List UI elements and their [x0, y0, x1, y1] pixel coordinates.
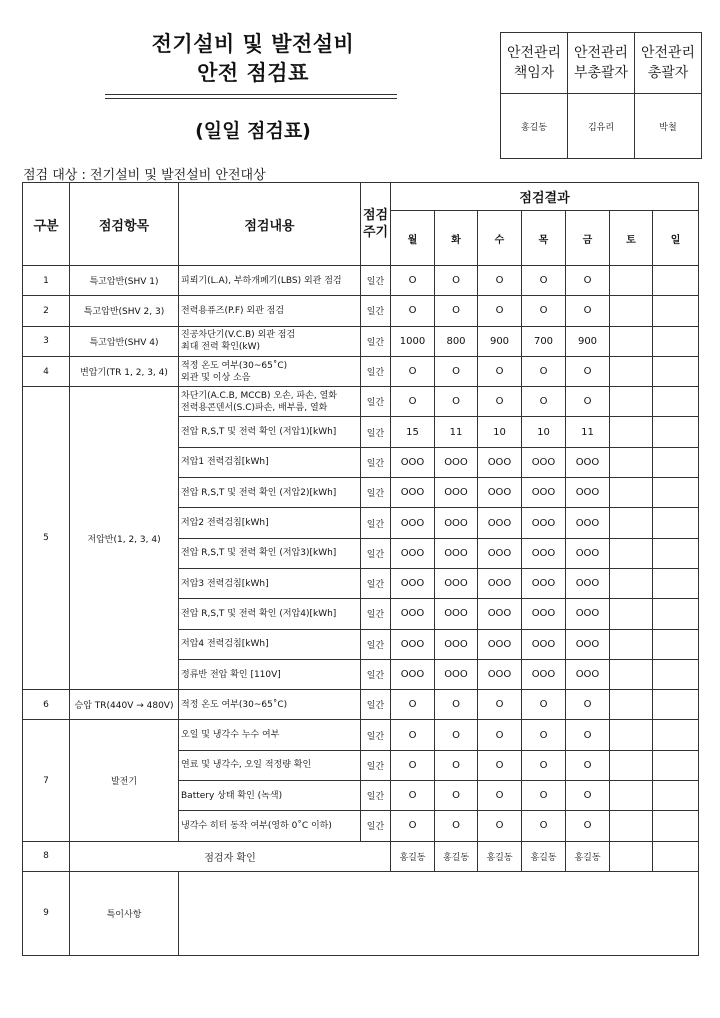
table-row — [23, 356, 699, 386]
result-cell[interactable]: O — [391, 690, 435, 720]
inspector-number: 8 — [23, 841, 70, 871]
result-cell[interactable] — [610, 417, 653, 447]
row-content-line: 저압1 전력검침[kWh] — [181, 457, 269, 468]
row-cycle: 일간 — [361, 781, 391, 811]
row-cycle: 일간 — [361, 659, 391, 689]
result-cell[interactable]: O — [522, 356, 566, 386]
result-cell[interactable] — [610, 508, 653, 538]
result-cell[interactable] — [610, 387, 653, 417]
inspection-target: 점검 대상 : 전기설비 및 발전설비 안전대상 — [23, 168, 266, 183]
header-result: 점검결과 — [391, 183, 699, 211]
header-day-mon: 월 — [391, 211, 435, 266]
result-cell[interactable]: OOO — [478, 447, 522, 477]
row-item: 특고압반(SHV 2, 3) — [70, 296, 179, 326]
approval-box — [500, 32, 702, 159]
result-cell[interactable]: OOO — [566, 478, 610, 508]
result-cell[interactable]: O — [435, 387, 478, 417]
result-cell[interactable]: 800 — [435, 326, 478, 356]
result-cell[interactable]: OOO — [478, 659, 522, 689]
title-line-1: 전기설비 및 발전설비 — [151, 32, 355, 56]
row-cycle: 일간 — [361, 478, 391, 508]
result-cell[interactable] — [610, 538, 653, 568]
result-cell[interactable]: OOO — [391, 478, 435, 508]
inspector-signature[interactable] — [653, 841, 699, 871]
table-row — [23, 326, 699, 356]
result-cell[interactable]: O — [566, 356, 610, 386]
result-cell[interactable]: O — [478, 750, 522, 780]
result-cell[interactable]: OOO — [566, 508, 610, 538]
row-cycle: 일간 — [361, 356, 391, 386]
remarks-number: 9 — [23, 871, 70, 955]
result-cell[interactable]: O — [478, 720, 522, 750]
result-cell[interactable]: O — [391, 356, 435, 386]
result-cell[interactable]: O — [566, 720, 610, 750]
inspector-signature[interactable]: 홍길동 — [522, 841, 566, 871]
result-cell[interactable] — [653, 326, 699, 356]
result-cell[interactable] — [610, 781, 653, 811]
row-content-line: 차단기(A.C.B, MCCB) 오손, 파손, 열화 — [181, 390, 337, 401]
result-cell[interactable] — [610, 447, 653, 477]
result-cell[interactable] — [653, 266, 699, 296]
row-item: 특고압반(SHV 1) — [70, 266, 179, 296]
result-cell[interactable]: OOO — [391, 447, 435, 477]
row-content-line: 전압 R,S,T 및 전력 확인 (저압4)[kWh] — [181, 608, 337, 619]
result-cell[interactable] — [610, 750, 653, 780]
result-cell[interactable] — [653, 781, 699, 811]
result-cell[interactable]: O — [391, 296, 435, 326]
row-content-line: 전력용퓨즈(P.F) 외관 점검 — [181, 305, 285, 316]
result-cell[interactable]: O — [478, 781, 522, 811]
row-content-line: 적정 온도 여부(30~65˚C) — [181, 699, 288, 710]
row-item: 저압반(1, 2, 3, 4) — [70, 387, 179, 690]
result-cell[interactable]: O — [391, 811, 435, 841]
result-cell[interactable]: O — [435, 750, 478, 780]
row-cycle: 일간 — [361, 690, 391, 720]
result-cell[interactable] — [610, 356, 653, 386]
result-cell[interactable]: OOO — [478, 629, 522, 659]
result-cell[interactable]: OOO — [435, 447, 478, 477]
inspector-signature[interactable]: 홍길동 — [566, 841, 610, 871]
row-cycle: 일간 — [361, 568, 391, 598]
result-cell[interactable]: OOO — [478, 538, 522, 568]
result-cell[interactable]: O — [478, 387, 522, 417]
header-day-fri: 금 — [566, 211, 610, 266]
table-row — [23, 720, 699, 750]
result-cell[interactable]: O — [391, 387, 435, 417]
result-cell[interactable] — [653, 599, 699, 629]
header-day-sun: 일 — [653, 211, 699, 266]
result-cell[interactable]: OOO — [391, 659, 435, 689]
result-cell[interactable]: OOO — [522, 447, 566, 477]
row-cycle: 일간 — [361, 599, 391, 629]
row-content-line: 냉각수 히터 동작 여부(영하 0˚C 이하) — [181, 820, 332, 831]
result-cell[interactable]: O — [478, 811, 522, 841]
row-cycle: 일간 — [361, 296, 391, 326]
row-number: 4 — [23, 356, 70, 386]
result-cell[interactable]: O — [435, 811, 478, 841]
row-content — [179, 568, 361, 598]
result-cell[interactable] — [610, 599, 653, 629]
result-cell[interactable]: OOO — [435, 629, 478, 659]
result-cell[interactable]: 11 — [566, 417, 610, 447]
row-number: 2 — [23, 296, 70, 326]
approval-name-1[interactable]: 홍길동 — [501, 94, 568, 159]
row-content — [179, 659, 361, 689]
row-cycle: 일간 — [361, 720, 391, 750]
row-content-line: 전압 R,S,T 및 전력 확인 (저압2)[kWh] — [181, 487, 337, 498]
row-item: 발전기 — [70, 720, 179, 841]
result-cell[interactable]: OOO — [391, 599, 435, 629]
row-content — [179, 387, 361, 417]
approval-role-1: 안전관리 책임자 — [501, 33, 568, 94]
row-number: 1 — [23, 266, 70, 296]
document-title — [105, 30, 401, 88]
result-cell[interactable]: O — [391, 781, 435, 811]
row-content-line: 오일 및 냉각수 누수 여부 — [181, 730, 280, 741]
result-cell[interactable]: O — [566, 781, 610, 811]
row-content — [179, 417, 361, 447]
row-item: 승압 TR(440V → 480V) — [70, 690, 179, 720]
result-cell[interactable]: O — [566, 750, 610, 780]
result-cell[interactable] — [653, 659, 699, 689]
result-cell[interactable]: O — [435, 296, 478, 326]
header-item: 점검항목 — [70, 183, 179, 266]
result-cell[interactable]: OOO — [522, 508, 566, 538]
row-content — [179, 296, 361, 326]
result-cell[interactable] — [610, 568, 653, 598]
inspector-signature[interactable]: 홍길동 — [478, 841, 522, 871]
row-cycle: 일간 — [361, 447, 391, 477]
approval-name-3[interactable]: 박철 — [635, 94, 702, 159]
result-cell[interactable]: OOO — [566, 599, 610, 629]
table-row — [23, 690, 699, 720]
result-cell[interactable]: O — [566, 387, 610, 417]
result-cell[interactable] — [653, 629, 699, 659]
row-content — [179, 508, 361, 538]
row-item: 특고압반(SHV 4) — [70, 326, 179, 356]
result-cell[interactable]: OOO — [566, 568, 610, 598]
result-cell[interactable]: O — [522, 266, 566, 296]
result-cell[interactable]: OOO — [435, 478, 478, 508]
result-cell[interactable]: OOO — [566, 629, 610, 659]
result-cell[interactable]: OOO — [391, 629, 435, 659]
row-content — [179, 447, 361, 477]
result-cell[interactable] — [610, 811, 653, 841]
row-content-line: 최대 전력 확인(kW) — [181, 342, 261, 353]
result-cell[interactable]: O — [522, 296, 566, 326]
result-cell[interactable]: O — [478, 690, 522, 720]
result-cell[interactable]: O — [566, 690, 610, 720]
result-cell[interactable]: OOO — [522, 659, 566, 689]
row-number: 3 — [23, 326, 70, 356]
row-content — [179, 720, 361, 750]
result-cell[interactable]: OOO — [435, 508, 478, 538]
row-content — [179, 811, 361, 841]
row-number: 7 — [23, 720, 70, 841]
result-cell[interactable] — [610, 326, 653, 356]
inspector-signature[interactable]: 홍길동 — [435, 841, 478, 871]
row-content-line: 외관 및 이상 소음 — [181, 372, 251, 383]
row-content — [179, 750, 361, 780]
row-content — [179, 629, 361, 659]
remarks-row — [23, 871, 699, 955]
result-cell[interactable] — [653, 568, 699, 598]
result-cell[interactable]: 11 — [435, 417, 478, 447]
result-cell[interactable] — [653, 478, 699, 508]
result-cell[interactable]: OOO — [522, 599, 566, 629]
row-content — [179, 599, 361, 629]
result-cell[interactable]: OOO — [522, 568, 566, 598]
row-content — [179, 781, 361, 811]
result-cell[interactable]: OOO — [391, 538, 435, 568]
result-cell[interactable]: O — [522, 720, 566, 750]
result-cell[interactable]: O — [522, 690, 566, 720]
row-cycle: 일간 — [361, 266, 391, 296]
result-cell[interactable] — [610, 266, 653, 296]
result-cell[interactable]: O — [522, 781, 566, 811]
result-cell[interactable]: OOO — [391, 508, 435, 538]
result-cell[interactable] — [653, 690, 699, 720]
result-cell[interactable] — [653, 417, 699, 447]
result-cell[interactable] — [653, 720, 699, 750]
result-cell[interactable] — [610, 720, 653, 750]
row-number: 6 — [23, 690, 70, 720]
result-cell[interactable]: OOO — [435, 538, 478, 568]
table-row — [23, 266, 699, 296]
row-content-line: 저압3 전력검침[kWh] — [181, 578, 269, 589]
result-cell[interactable]: OOO — [522, 629, 566, 659]
result-cell[interactable]: O — [522, 750, 566, 780]
row-cycle: 일간 — [361, 538, 391, 568]
inspector-signature[interactable] — [610, 841, 653, 871]
inspector-label: 점검자 확인 — [70, 841, 391, 871]
result-cell[interactable]: 10 — [478, 417, 522, 447]
result-cell[interactable]: OOO — [478, 478, 522, 508]
title-rule-top — [105, 94, 397, 95]
result-cell[interactable]: O — [435, 720, 478, 750]
result-cell[interactable] — [653, 811, 699, 841]
row-content-line: 전력용콘덴서(S.C)파손, 배부름, 열화 — [181, 402, 328, 413]
result-cell[interactable]: OOO — [478, 568, 522, 598]
result-cell[interactable] — [610, 659, 653, 689]
header-day-tue: 화 — [435, 211, 478, 266]
row-content-line: Battery 상태 확인 (녹색) — [181, 790, 283, 801]
header-content: 점검내용 — [179, 183, 361, 266]
result-cell[interactable]: 900 — [478, 326, 522, 356]
row-content — [179, 326, 361, 356]
result-cell[interactable]: O — [435, 266, 478, 296]
row-content-line: 전압 R,S,T 및 전력 확인 (저압3)[kWh] — [181, 548, 337, 559]
header-day-wed: 수 — [478, 211, 522, 266]
table-row — [23, 296, 699, 326]
result-cell[interactable]: O — [566, 811, 610, 841]
row-cycle: 일간 — [361, 811, 391, 841]
row-content-line: 피뢰기(L.A), 부하개폐기(LBS) 외관 점검 — [181, 275, 342, 286]
result-cell[interactable]: 10 — [522, 417, 566, 447]
result-cell[interactable]: O — [478, 266, 522, 296]
result-cell[interactable] — [653, 750, 699, 780]
result-cell[interactable]: O — [522, 387, 566, 417]
remarks-label: 특이사항 — [70, 871, 179, 955]
result-cell[interactable] — [610, 296, 653, 326]
result-cell[interactable] — [653, 447, 699, 477]
result-cell[interactable]: O — [435, 356, 478, 386]
result-cell[interactable]: OOO — [435, 568, 478, 598]
row-content — [179, 478, 361, 508]
result-cell[interactable]: OOO — [566, 447, 610, 477]
row-cycle: 일간 — [361, 629, 391, 659]
result-cell[interactable]: OOO — [435, 599, 478, 629]
result-cell[interactable]: O — [566, 296, 610, 326]
row-number: 5 — [23, 387, 70, 690]
result-cell[interactable]: O — [435, 690, 478, 720]
result-cell[interactable]: 15 — [391, 417, 435, 447]
result-cell[interactable] — [653, 296, 699, 326]
result-cell[interactable] — [653, 538, 699, 568]
row-cycle: 일간 — [361, 326, 391, 356]
result-cell[interactable]: 1000 — [391, 326, 435, 356]
table-row — [23, 387, 699, 417]
result-cell[interactable]: OOO — [478, 599, 522, 629]
title-line-2: 안전 점검표 — [197, 61, 309, 85]
row-content-line: 정류반 전압 확인 [110V] — [181, 669, 281, 680]
row-content-line: 적정 온도 여부(30~65˚C) — [181, 360, 288, 371]
result-cell[interactable]: O — [478, 356, 522, 386]
result-cell[interactable]: OOO — [522, 478, 566, 508]
result-cell[interactable]: OOO — [391, 568, 435, 598]
row-item: 변압기(TR 1, 2, 3, 4) — [70, 356, 179, 386]
result-cell[interactable]: O — [522, 811, 566, 841]
result-cell[interactable] — [610, 629, 653, 659]
header-day-sat: 토 — [610, 211, 653, 266]
approval-role-2: 안전관리 부총괄자 — [568, 33, 635, 94]
result-cell[interactable]: OOO — [566, 659, 610, 689]
row-content — [179, 538, 361, 568]
title-rule-bottom — [105, 98, 397, 99]
result-cell[interactable]: O — [478, 296, 522, 326]
row-content — [179, 356, 361, 386]
result-cell[interactable] — [653, 508, 699, 538]
result-cell[interactable]: O — [391, 750, 435, 780]
result-cell[interactable]: O — [435, 781, 478, 811]
result-cell[interactable]: O — [566, 266, 610, 296]
approval-name-2[interactable]: 김유리 — [568, 94, 635, 159]
row-content — [179, 266, 361, 296]
document-subtitle: (일일 점검표) — [195, 120, 311, 142]
inspector-row — [23, 841, 699, 871]
header-cycle: 점검 주기 — [361, 183, 391, 266]
result-cell[interactable] — [653, 356, 699, 386]
inspection-table — [22, 182, 699, 956]
row-content — [179, 690, 361, 720]
row-content-line: 전압 R,S,T 및 전력 확인 (저압1)[kWh] — [181, 427, 337, 438]
result-cell[interactable]: 700 — [522, 326, 566, 356]
row-content-line: 연료 및 냉각수, 오일 적정량 확인 — [181, 760, 312, 771]
approval-role-3: 안전관리 총괄자 — [635, 33, 702, 94]
result-cell[interactable]: OOO — [478, 508, 522, 538]
row-cycle: 일간 — [361, 508, 391, 538]
inspector-signature[interactable]: 홍길동 — [391, 841, 435, 871]
remarks-field[interactable] — [179, 871, 699, 955]
result-cell[interactable]: 900 — [566, 326, 610, 356]
result-cell[interactable]: OOO — [566, 538, 610, 568]
row-content-line: 저압4 전력검침[kWh] — [181, 639, 269, 650]
row-cycle: 일간 — [361, 417, 391, 447]
row-cycle: 일간 — [361, 387, 391, 417]
header-category: 구분 — [23, 183, 70, 266]
result-cell[interactable]: O — [391, 266, 435, 296]
result-cell[interactable] — [610, 478, 653, 508]
result-cell[interactable] — [653, 387, 699, 417]
row-content-line: 진공차단기(V.C.B) 외관 점검 — [181, 330, 296, 341]
result-cell[interactable]: O — [391, 720, 435, 750]
header-day-thu: 목 — [522, 211, 566, 266]
result-cell[interactable]: OOO — [522, 538, 566, 568]
result-cell[interactable] — [610, 690, 653, 720]
result-cell[interactable]: OOO — [435, 659, 478, 689]
row-cycle: 일간 — [361, 750, 391, 780]
row-content-line: 저압2 전력검침[kWh] — [181, 518, 269, 529]
